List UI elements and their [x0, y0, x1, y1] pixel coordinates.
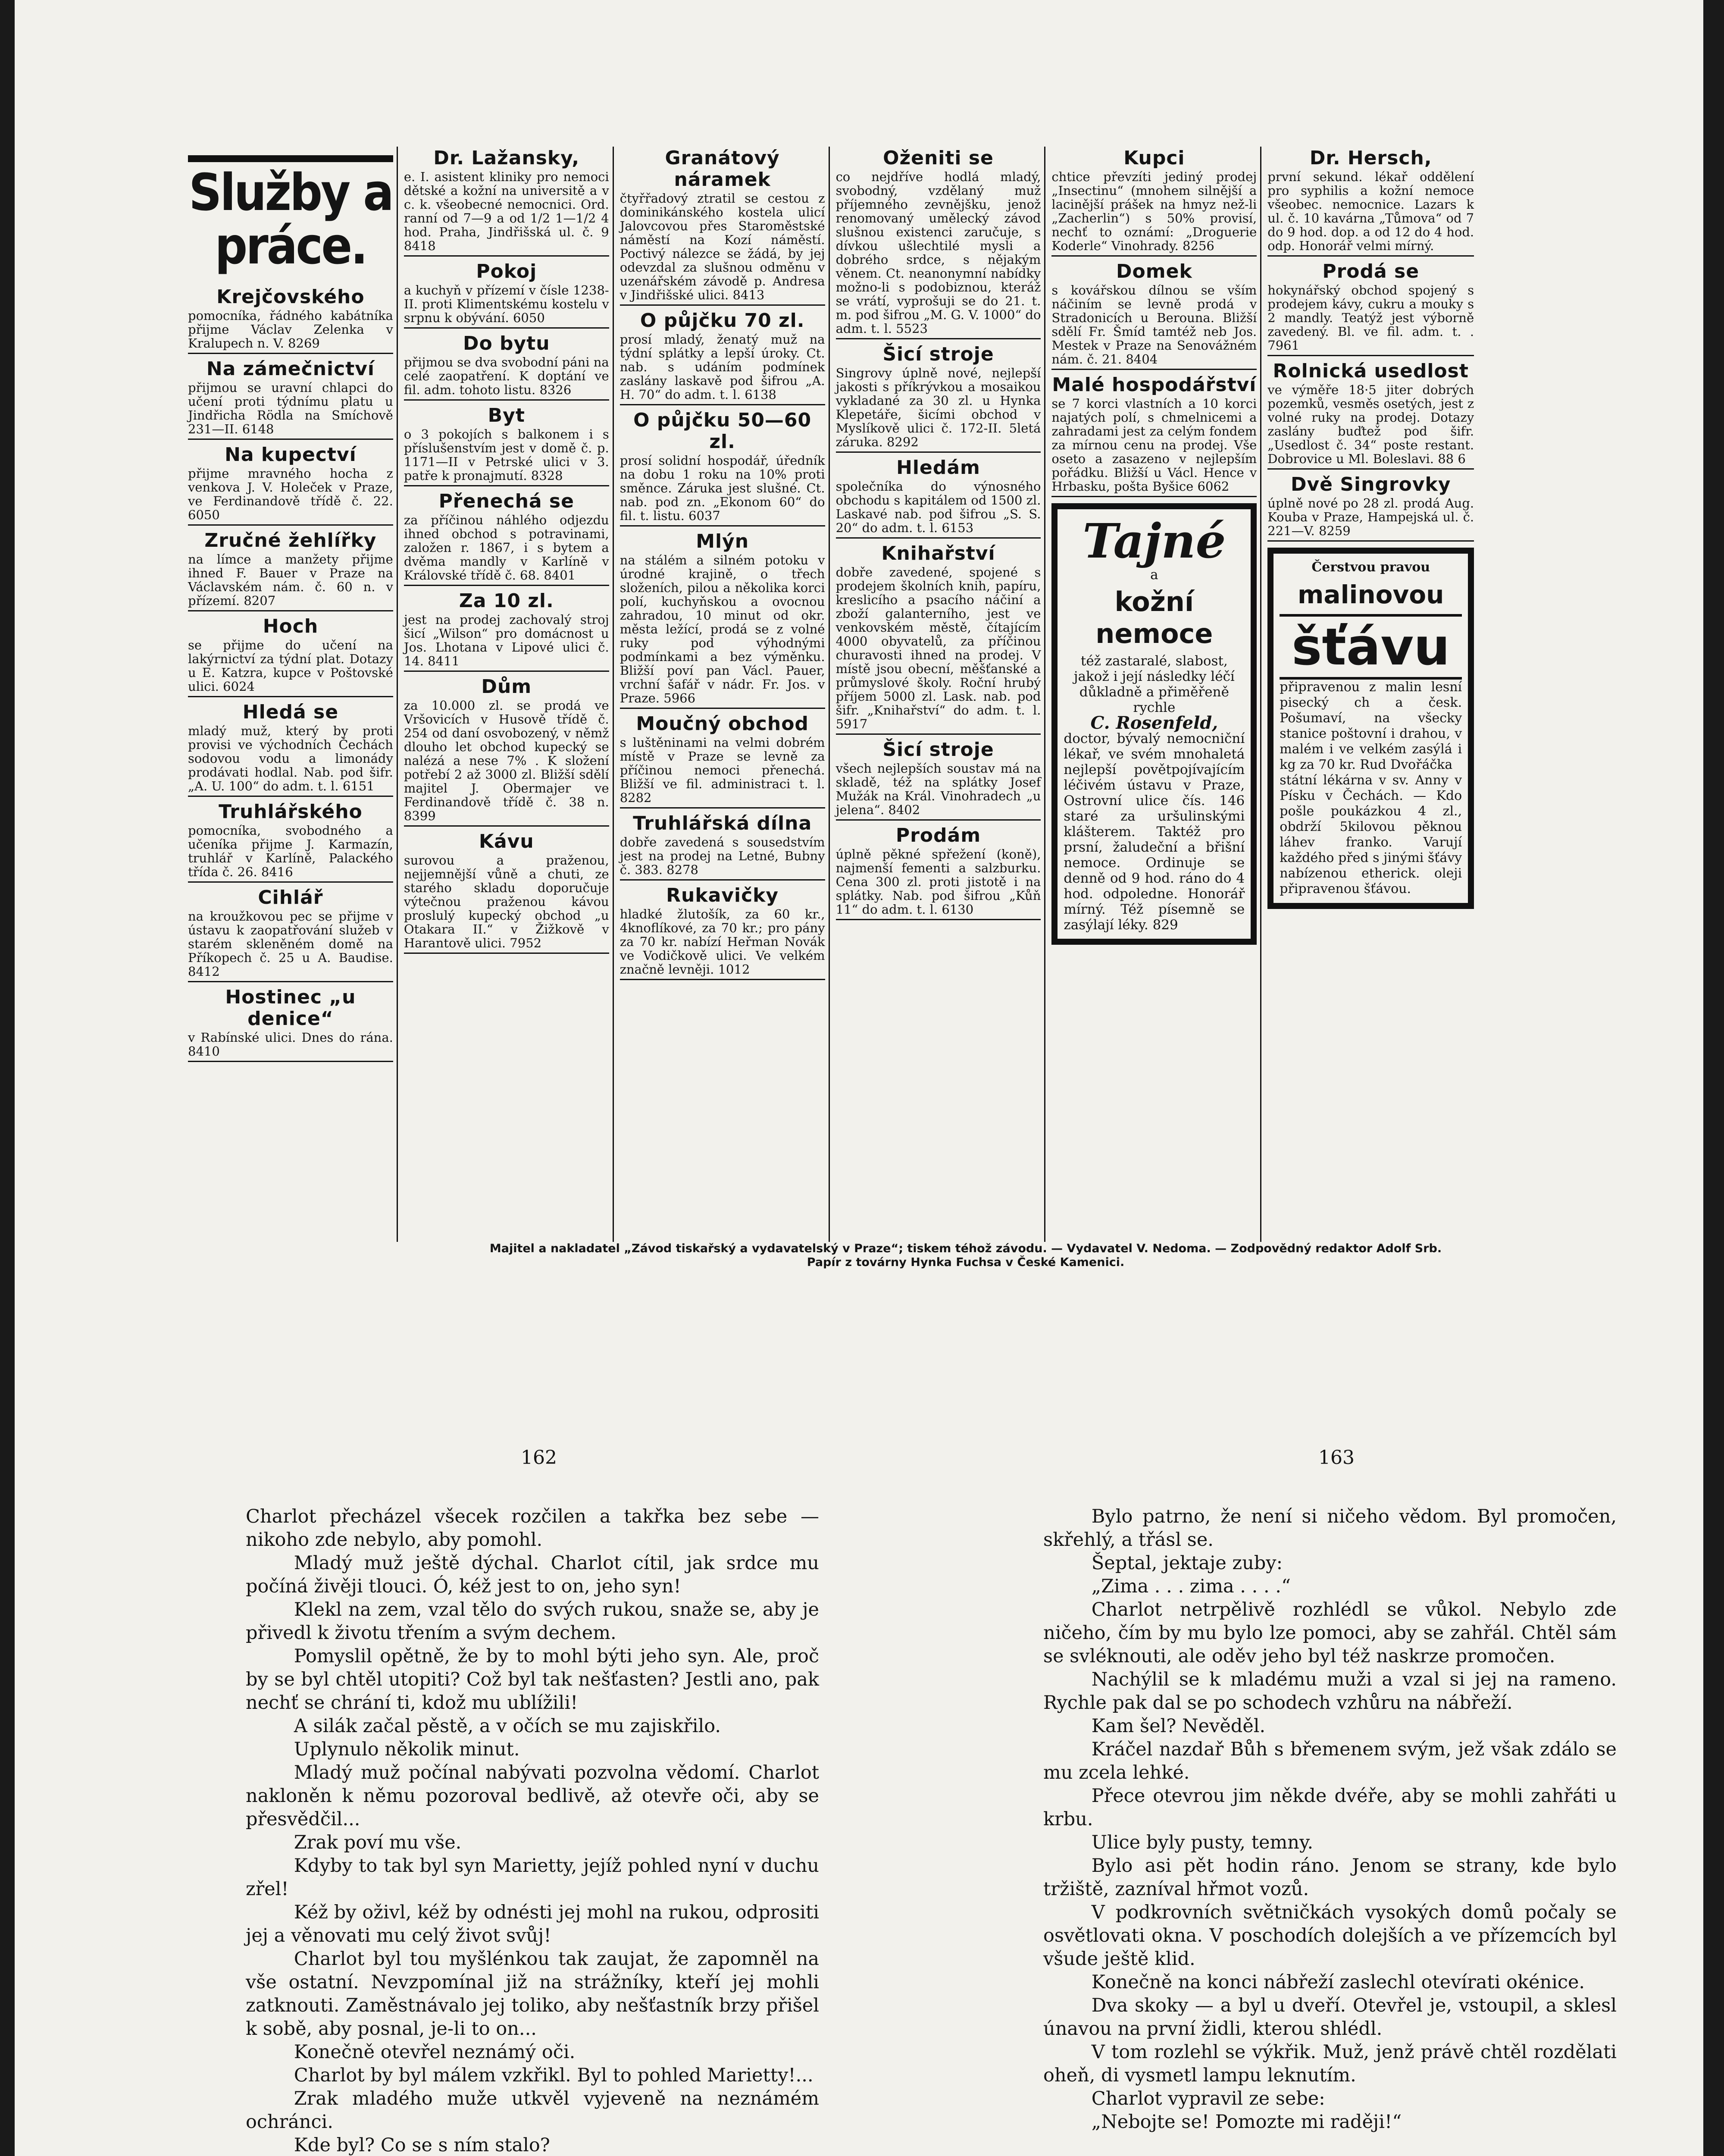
- paragraph: Klekl na zem, vzal tělo do svých rukou, snaže se, aby je přivedl k životu třením a svým dechem.: [246, 1599, 819, 1644]
- ad-title: Krejčovského: [216, 286, 365, 308]
- classified-ad: [188, 155, 393, 282]
- ad-title: Rukavičky: [666, 884, 779, 906]
- classified-ad: [188, 987, 393, 1062]
- ad-text: pomocníka, svobodného a učeníka přijme J. Karmazín, truhlář v Karlíně, Palackého třída č. 26. 8416: [188, 823, 393, 879]
- paragraph: Charlot netrpělivě rozhlédl se vůkol. Nebylo zde ničeho, čím by mu bylo lze pomoci, aby se zahřál. Chtěl sám se svléknouti, ale oděv jeho byl též naskrze promočen.: [1043, 1599, 1617, 1667]
- ad-title: Granátový náramek: [665, 147, 780, 191]
- paragraph: Charlot přecházel všecek rozčilen a takřka bez sebe — nikoho zde nebylo, aby pomohl.: [246, 1506, 819, 1551]
- paragraph: V tom rozlehl se výkřik. Muž, jenž právě chtěl rozdělati oheň, di vysmetl lampu leknutím.: [1043, 2041, 1617, 2086]
- ad-text: za příčinou náhlého odjezdu ihned obchod s potravinami, založen r. 1867, i s bytem a dvěma mandly v Karlíně v Královské třídě č. 68. 8401: [404, 513, 609, 583]
- classified-ad: [1267, 261, 1474, 356]
- ad-title: Šicí stroje: [882, 739, 994, 761]
- ad-text: s kovářskou dílnou se vším náčiním se levně prodá v Stradonicích u Berouna. Bližší sdělí Fr. Šmíd tamtéž neb Jos. Mestek v Praze na Senovážném nám. č. 21. 8404: [1051, 283, 1257, 367]
- ad-title: Šicí stroje: [882, 343, 994, 365]
- classified-ad: [620, 885, 825, 980]
- ad-text: chtice převzíti jediný prodej „Insectinu“ (mnohem silnější a lacinější prášek na hmyz než-li „Zacherlin“) s 50% provisí, nechť to oznámí: „Droguerie Koderle“ Vinohrady. 8256: [1051, 169, 1257, 253]
- paragraph: Šeptal, jektaje zuby:: [1091, 1552, 1283, 1574]
- classified-ad: [620, 147, 825, 306]
- paragraph: Nachýlil se k mladému muži a vzal si jej na rameno. Rychle pak dal se po schodech vzhůru na nábřeží.: [1043, 1669, 1617, 1714]
- ad-text: dobře zavedené, spojené s prodejem školních knih, papíru, kreslicího a psacího náčiní a zboží galanterního, jest ve venkovském městě, čítajícím 4000 obyvatelů, za příčinou churavosti ihned na prodej. V místě jsou obecní, měšťanské a průmyslové školy. Roční hrubý příjem 5000 zl. Lask. nab. pod šifr. „Knihařství“ do adm. t. l. 5917: [835, 565, 1041, 731]
- ad-text: na kroužkovou pec se přijme v ústavu k zaopatřování služeb v starém skleněném domě na Příkopech č. 25 u A. Baudise. 8412: [188, 909, 393, 979]
- ad-text: dobře zavedená s sousedstvím jest na prodej na Letné, Bubny č. 383. 8278: [620, 835, 825, 877]
- classified-ad: [1051, 374, 1257, 497]
- paragraph: „Zima . . . zima . . . .“: [1091, 1576, 1291, 1597]
- ad-text: se 7 korci vlastních a 10 korci najatých polí, s chmelnicemi a zahradami jest za celým fondem za mírnou cenu na prodej. Vše osetо a zasazeno v nejlepším pořádku. Bližší u Václ. Hence v Hrbasku, pošta Byšice 6062: [1051, 396, 1257, 494]
- ad-title: Prodám: [895, 824, 981, 846]
- page-number-left: 162: [521, 1447, 557, 1469]
- ad-title: Hoch: [263, 615, 319, 637]
- ad-text: pomocníka, řádného kabátníka přijme Václav Zelenka v Kralupech n. V. 8269: [188, 308, 393, 351]
- paragraph: Zrak poví mu vše.: [294, 1832, 462, 1853]
- ad-title: Truhlářského: [219, 801, 363, 823]
- classified-ad: [620, 531, 825, 709]
- paragraph: Konečně otevřel neznámý oči.: [294, 2041, 576, 2063]
- ad-title: Na zámečnictví: [206, 358, 375, 380]
- ad-column-3: [616, 147, 830, 1242]
- paragraph: Charlot by byl málem vzkřikl. Byl to pohled Marietty!...: [294, 2065, 814, 2086]
- classified-ad: [620, 813, 825, 881]
- ad-title: Hostinec „u denice“: [225, 986, 356, 1030]
- publisher-line-1: Majitel a nakladatel „Závod tiskařský a vydavatelský v Praze“; tiskem téhož závodu. — Vydavatel V. Nedoma. — Zodpovědný redaktor Adolf Srb.: [489, 1242, 1442, 1255]
- classified-ad: [836, 739, 1041, 821]
- ad-column-2: [400, 147, 614, 1242]
- classified-ad: [404, 261, 609, 329]
- paragraph: Charlot vypravil ze sebe:: [1091, 2088, 1325, 2109]
- boxed2-line3: šťávu: [1280, 614, 1462, 680]
- boxed-ad-malinova: [1267, 548, 1474, 909]
- boxed-ad-body1: též zastaralé, slabost, jakož i její následky léčí důkladně a přiměřeně rychle: [1073, 653, 1235, 715]
- ad-text: a kuchyň v přízemí v čísle 1238-II. proti Klimentskému kostelu v srpnu k obývání. 6050: [404, 283, 609, 325]
- ad-title: Na kupectví: [225, 444, 357, 466]
- ad-text: hokynářský obchod spojený s prodejem kávy, cukru a mouky s 2 mandly. Teatýž jest výborně zavedený. Bl. ve fil. adm. t. . 7961: [1267, 283, 1474, 353]
- ad-text: úplně nové po 28 zl. prodá Aug. Kouba v Praze, Hampejská ul. č. 221—V. 8259: [1267, 496, 1474, 538]
- ad-text: Singrovy úplně nové, nejlepší jakosti s příkrývkou a mosaikou vykladané za 30 zl. u Hynka Klepetáře, šicími obchod v Myslíkově ulici č. 172-II. 5letá záruka. 8292: [835, 366, 1041, 449]
- classified-ad: [188, 616, 393, 697]
- ad-title: Kupci: [1123, 147, 1185, 169]
- ad-text: úplně pěkné spřežení (koně), najmenší fementi a salzburku. Cena 300 zl. proti jistotě i na splátky. Nab. pod šifrou „Kůň 11“ do adm. t. l. 6130: [835, 847, 1041, 917]
- ad-title: Dvě Singrovky: [1290, 473, 1451, 495]
- classified-ad: [188, 444, 393, 526]
- ad-text: za 10.000 zl. se prodá ve Vršovicích v Husově třídě č. 254 od daní osvobozený, v němž dlouho let obchod kupecký se nalézá a nese 7% . K složení potřebí 2 až 3000 zl. Bližší sdělí majitel J. Obermajer ve Ferdinandově třídě č. 38 n. 8399: [404, 698, 609, 823]
- boxed-ad-subtitle: kožní nemoce: [1095, 586, 1213, 649]
- publisher-line-2: Papír z továrny Hynka Fuchsa v České Kamenici.: [807, 1256, 1125, 1269]
- classified-ad: [836, 825, 1041, 920]
- paragraph: Kráčel nazdař Bůh s břemenem svým, jež však zdálo se mu zcela lehké.: [1043, 1739, 1617, 1783]
- ad-text: hladké žlutošík, za 60 kr., 4knoflíkové, za 70 kr.; pro pány za 70 kr. nabízí Heřman Novák ve Vodičkově ulici. Ve velkém značně levněji. 1012: [620, 907, 825, 977]
- ad-title: O půjčku 70 zl.: [640, 310, 805, 332]
- ad-title: Mlýn: [696, 530, 749, 552]
- ad-text: o 3 pokojích s balkonem i s příslušenstvím jest v domě č. p. 1171—II v Petrské ulici v 3. patře k pronajmutí. 8328: [404, 427, 609, 483]
- ad-title: Prodá se: [1322, 260, 1420, 282]
- boxed2-line1: Čerstvou pravou: [1311, 560, 1430, 575]
- ad-text: co nejdříve hodlá mladý, svobodný, vzdělaný muž příjemného zevnějšku, jenož renomovaný umělecký závod slušnou existenci zaručuje, s dívkou ušlechtilé mysli a dobrého srdce, s nějakým věnem. Ct. neanonymní nabídky možno-li s podobiznou, kteráž se vrátí, vyprošuji se do 21. t. m. pod šifrou „M. G. V. 1000“ do adm. t. l. 5523: [835, 169, 1041, 336]
- classified-ad: [404, 676, 609, 827]
- classified-ad: [620, 713, 825, 808]
- ad-title: Hledám: [896, 457, 980, 479]
- paragraph: Zrak mladého muže utkvěl vyjeveně na neznámém ochránci.: [246, 2088, 819, 2133]
- classified-ad: [188, 358, 393, 440]
- paragraph: Pomyslil opětně, že by to mohl býti jeho syn. Ale, proč by se byl chtěl utopiti? Což byl tak nešťasten? Jestli ano, pak nechť se chrání ti, kdož mu ublížili!: [246, 1645, 819, 1714]
- paragraph: Mladý muž ještě dýchal. Charlot cítil, jak srdce mu počíná živěji tlouci. Ó, kéž jest to on, jeho syn!: [246, 1552, 819, 1597]
- classified-ad: [1267, 360, 1474, 470]
- ad-title: Dům: [481, 676, 532, 698]
- boxed-ad-body2: doctor, bývalý nemocniční lékař, ve svém mnohaletá nejlepší povětpojívajícím léčivém ústavu v Praze, Ostrovní ulice čís. 146 staré za uršulinskými klášterem. Taktéž pro prsní, žaludeční a břišní nemoce. Ordinuje se denně od 9 hod. ráno do 4 hod. odpoledne. Honorář mírný. Též písemně se zasýlají léky. 829: [1064, 731, 1245, 933]
- boxed-ad-doctor: C. Rosenfeld,: [1090, 713, 1218, 733]
- ad-column-5: [1048, 147, 1261, 1242]
- classified-ad: [404, 333, 609, 401]
- classified-ad: [404, 831, 609, 954]
- ad-text: na stálém a silném potoku v úrodné krajině, o třech složeních, pilou a několika korci polí, kuchyňskou a ovocnou zahradou, 10 minut od okr. města ležící, prodá se z volné ruky pod výhodnými podmínkami a bez výměnku. Bližší poví pan Václ. Pauer, vrchní šafář v nádr. Fr. Jos. v Praze. 5966: [620, 553, 825, 705]
- ad-column-6: [1264, 147, 1477, 1242]
- boxed2-line2: malinovou: [1298, 580, 1444, 609]
- ad-title: O půjčku 50—60 zl.: [633, 409, 812, 453]
- paragraph: V podkrovních světničkách vysokých domů počaly se osvětlovati okna. V poschodích dolejších a ve přízemcích byl všude ještě klid.: [1043, 1902, 1617, 1970]
- classified-ad: [1051, 147, 1257, 257]
- classified-ad: [836, 344, 1041, 453]
- paragraph: Dva skoky — a byl u dveří. Otevřel je, vstoupil, a sklesl únavou na první židli, kterou shlédl.: [1043, 1995, 1617, 2040]
- ad-text: ve výměře 18·5 jiter dobrých pozemků, vesměs osetých, jest z volné ruky na prodej. Dotazy zaslány buďtež pod šifr. „Usedlost č. 34“ poste restant. Dobrovice u Ml. Boleslavi. 88 6: [1267, 382, 1474, 466]
- classified-ad: [836, 457, 1041, 539]
- story-text-right: [1043, 1505, 1617, 2134]
- ad-text: s luštěninami na velmi dobrém místě v Praze se levně za příčinou nemoci přenechá. Bližší ve fil. administraci t. l. 8282: [620, 735, 825, 805]
- ad-title: Malé hospodářství: [1052, 374, 1257, 396]
- ad-title: Truhlářská dílna: [633, 812, 812, 834]
- page-number-right: 163: [1318, 1447, 1355, 1469]
- ad-text: mladý muž, který by proti provisi ve východních Čechách sodovou vodu a limonády prodávati hodlal. Nab. pod šifr. „A. U. 100“ do adm. t. l. 6151: [188, 724, 393, 793]
- classified-ad: [1267, 474, 1474, 542]
- classified-ad: [1051, 261, 1257, 370]
- paragraph: Mladý muž počínal nabývati pozvolna vědomí. Charlot nakloněn k němu pozoroval bedlivě, až otevře oči, aby se přesvědčil...: [246, 1762, 819, 1830]
- boxed2-body2: státní lékárna v sv. Anny v Písku v Čechách. — Kdo pošle poukázkou 4 zl., obdrží 5kilovou pěknou láhev franko. Varují každého před s jinými šťávy nabízenou etherick. oleji připravenou šťávou.: [1280, 773, 1462, 896]
- ad-text: jest na prodej zachovalý stroj šicí „Wilson“ pro domácnost u Jos. Lhotana v Lipové ulici č. 14. 8411: [404, 612, 609, 668]
- ad-title: Do bytu: [463, 332, 550, 354]
- classified-ad: [620, 310, 825, 405]
- classified-ad: [188, 530, 393, 611]
- ad-title: Dr. Lažansky,: [433, 147, 580, 169]
- boxed-ad-rosenfeld: [1051, 503, 1257, 945]
- story-text-left: [246, 1505, 819, 2156]
- ad-text: se přijme do učení na lakýrnictví za týdní plat. Dotazy u E. Katzra, kupce v Poštovské ulici. 6024: [188, 638, 393, 694]
- ad-text: přijmou se uravní chlapci do učení proti týdnímu platu u Jindřicha Rödla na Smíchově 231—II. 6148: [188, 380, 393, 436]
- ad-title: Zručné žehlířky: [204, 530, 377, 552]
- ad-text: první sekund. lékař oddělení pro syphilis a kožní nemoce všeobec. nemocnice. Lazars k ul. č. 10 kavárna „Tůmova“ od 7 do 9 hod. dop. a od 12 do 4 hod. odp. Honorář velmi mírný.: [1267, 169, 1474, 253]
- ad-text: společníka do výnosného obchodu s kapitálem od 1500 zl. Laskavé nab. pod šifrou „S. S. 20“ do adm. t. l. 6153: [835, 479, 1041, 535]
- classified-ad: [188, 286, 393, 354]
- advertisement-section: [185, 147, 1693, 1242]
- ad-text: na límce a manžety přijme ihned F. Bauer v Praze na Václavském nám. č. 60 n. v přízemí. 8207: [188, 552, 393, 608]
- paragraph: Charlot byl tou myšlénkou tak zaujat, že zapomněl na vše ostatní. Nevzpomínal již na strážníky, kteří jej mohli zatknouti. Zaměstnávalo jej toliko, aby nešťastník brzy přišel k sobě, aby posnal, je-li to on...: [246, 1948, 819, 2040]
- ad-title: Oženiti se: [883, 147, 994, 169]
- ad-text: všech nejlepších soustav má na skladě, též na splátky Josef Mužák na Král. Vinohradech „u jelena“. 8402: [835, 761, 1041, 817]
- paragraph: Kdyby to tak byl syn Marietty, jejíž pohled nyní v duchu zřel!: [246, 1855, 819, 1900]
- ad-text: e. I. asistent kliniky pro nemoci dětské a kožní na universitě a v c. k. všeobecné nemocnici. Ord. ranní od 7—9 a od 1/2 1—1/2 4 hod. Praha, Jindřišská ul. č. 9 8418: [404, 169, 609, 253]
- classified-ad: [404, 405, 609, 486]
- boxed-ad-title: Tajné: [1083, 513, 1226, 569]
- classified-ad: [836, 147, 1041, 339]
- boxed-ad-conj: a: [1150, 567, 1158, 583]
- classified-ad: [404, 590, 609, 672]
- ad-title: Kávu: [479, 830, 534, 852]
- classified-ad: [188, 887, 393, 982]
- paragraph: Konečně na konci nábřeží zaslechl otevírati okénice.: [1091, 1971, 1585, 1993]
- ad-text: přijme mravného hocha z venkova J. V. Holeček v Praze, ve Ferdinandově třídě č. 22. 6050: [188, 466, 393, 522]
- publisher-imprint: [233, 1242, 1699, 1269]
- paragraph: „Nebojte se! Pomozte mi raději!“: [1091, 2111, 1402, 2133]
- ad-column-1: [185, 147, 398, 1242]
- classified-ad: [404, 491, 609, 586]
- paragraph: Uplynulo několik minut.: [294, 1739, 520, 1760]
- paragraph: Kam šel? Nevěděl.: [1091, 1715, 1266, 1737]
- paragraph: A silák začal pěstě, a v očích se mu zajiskřilo.: [294, 1715, 721, 1737]
- paragraph: Ulice byly pusty, temny.: [1091, 1832, 1314, 1853]
- ad-text: v Rabínské ulici. Dnes do rána. 8410: [188, 1030, 393, 1059]
- ad-text: prosí mladý, ženatý muž na týdní splátky a lepší úroky. Ct. nab. s udáním podmínek zaslány laskavě pod šifrou „A. H. 70“ do adm. t. l. 6138: [620, 332, 825, 402]
- classified-ad: [836, 543, 1041, 735]
- ad-text: čtyřřadový ztratil se cestou z dominikánského kostela ulicí Jalovcovou přes Staroměstské náměstí na Kozí náměstí. Poctivý nálezce se žádá, by jej odevzdal za slušnou odměnu v uzenářském závodě p. Andresa v Jindřišské ulici. 8413: [620, 191, 825, 302]
- paragraph: Přece otevrou jim někde dvéře, aby se mohli zahřáti u krbu.: [1043, 1785, 1617, 1830]
- ad-title: Hledá se: [242, 701, 339, 723]
- classified-ad: [620, 410, 825, 526]
- boxed2-body: připravenou z malin lesní pisecký ch a česk. Pošumaví, na všecky stanice poštovní i drahou, v malém i ve velkém zasýlá i kg za 70 kr. Rud Dvořáčka: [1280, 680, 1462, 772]
- paragraph: Bylo asi pět hodin ráno. Jenom se strany, kde bylo tržiště, zazníval hřmot vozů.: [1043, 1855, 1617, 1900]
- ad-text: prosí solidní hospodář, úředník na dobu 1 roku na 10% proti směnce. Záruka jest slušné. Ct. nab. pod zn. „Ekonom 60“ do fil. t. listu. 6037: [620, 453, 825, 523]
- paragraph: Kde byl? Co se s ním stalo?: [294, 2134, 550, 2156]
- ad-title: Knihařství: [881, 542, 995, 564]
- ad-column-4: [832, 147, 1046, 1242]
- ad-text: přijmou se dva svobodní páni na celé zaopatření. K doptání ve fil. adm. tohoto listu. 8326: [404, 355, 609, 397]
- ad-title: Moučný obchod: [636, 713, 809, 735]
- classified-ad: [1267, 147, 1474, 257]
- section-header: Služby a práce.: [188, 155, 393, 273]
- ad-title: Přenechá se: [438, 490, 574, 512]
- ad-title: Byt: [488, 404, 525, 426]
- paragraph: Bylo patrno, že není si ničeho vědom. Byl promočen, skřehlý, a třásl se.: [1043, 1506, 1617, 1551]
- classified-ad: [188, 801, 393, 883]
- ad-title: Domek: [1116, 260, 1192, 282]
- ad-title: Pokoj: [476, 260, 537, 282]
- ad-title: Cihlář: [258, 887, 323, 909]
- paragraph: Kéž by oživl, kéž by odnésti jej mohl na rukou, odprositi jej a věnovati mu celý život svůj!: [246, 1902, 819, 1946]
- ad-title: Dr. Hersch,: [1309, 147, 1432, 169]
- ad-title: Za 10 zl.: [459, 590, 554, 612]
- classified-ad: [404, 147, 609, 257]
- ad-title: Rolnická usedlost: [1273, 360, 1469, 382]
- classified-ad: [188, 702, 393, 797]
- ad-text: surovou a praženou, nejjemnější vůně a chuti, ze starého skladu doporučuje výtečnou praženou kávou proslulý kupecký obchod „u Otakara II.“ v Žižkově v Harantově ulici. 7952: [404, 853, 609, 950]
